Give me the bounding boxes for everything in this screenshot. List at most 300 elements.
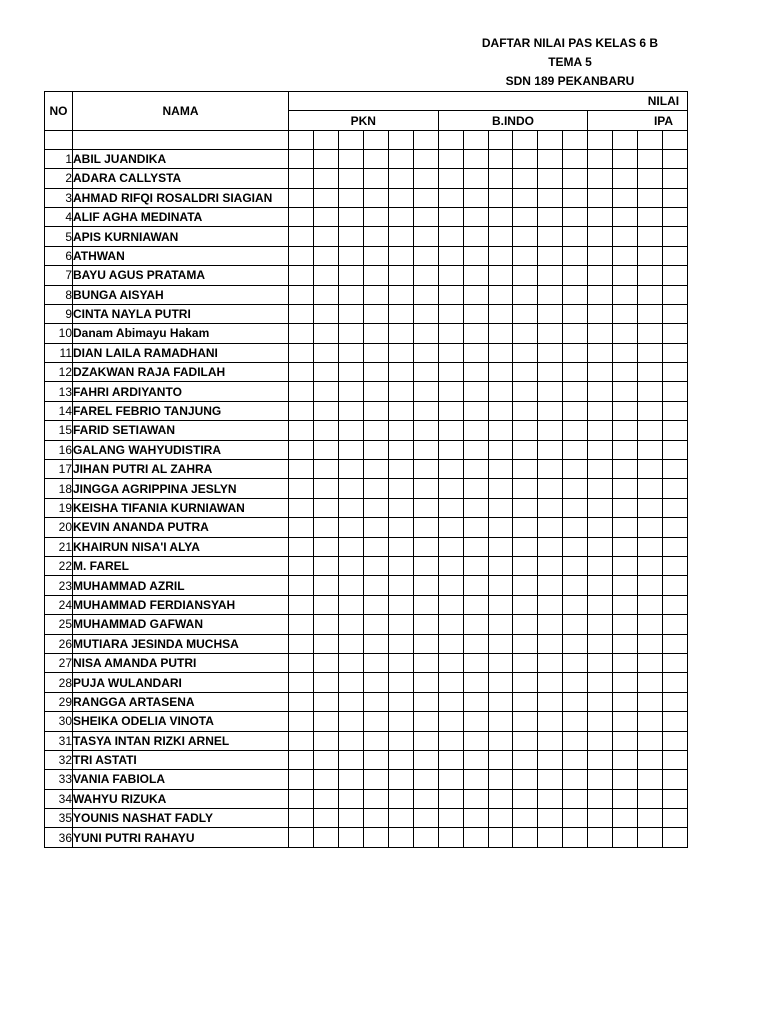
score-cell[interactable] <box>663 304 688 323</box>
score-cell[interactable] <box>613 188 638 207</box>
score-cell[interactable] <box>538 634 563 653</box>
score-cell[interactable] <box>438 169 463 188</box>
score-cell[interactable] <box>563 304 588 323</box>
score-cell[interactable] <box>338 498 363 517</box>
score-cell[interactable] <box>363 207 388 226</box>
score-cell[interactable] <box>363 324 388 343</box>
score-cell[interactable] <box>513 207 538 226</box>
score-cell[interactable] <box>638 363 663 382</box>
score-cell[interactable] <box>638 149 663 168</box>
score-cell[interactable] <box>538 692 563 711</box>
score-cell[interactable] <box>388 324 413 343</box>
score-cell[interactable] <box>488 634 513 653</box>
score-cell[interactable] <box>513 615 538 634</box>
score-cell[interactable] <box>363 440 388 459</box>
score-cell[interactable] <box>638 653 663 672</box>
score-cell[interactable] <box>388 750 413 769</box>
score-cell[interactable] <box>538 460 563 479</box>
score-cell[interactable] <box>463 576 488 595</box>
score-cell[interactable] <box>488 789 513 808</box>
score-cell[interactable] <box>588 460 613 479</box>
score-cell[interactable] <box>289 130 314 149</box>
score-cell[interactable] <box>563 324 588 343</box>
score-cell[interactable] <box>488 518 513 537</box>
score-cell[interactable] <box>638 576 663 595</box>
score-cell[interactable] <box>538 576 563 595</box>
score-cell[interactable] <box>538 285 563 304</box>
score-cell[interactable] <box>663 227 688 246</box>
score-cell[interactable] <box>463 518 488 537</box>
score-cell[interactable] <box>488 401 513 420</box>
score-cell[interactable] <box>513 285 538 304</box>
score-cell[interactable] <box>463 285 488 304</box>
score-cell[interactable] <box>338 149 363 168</box>
score-cell[interactable] <box>588 518 613 537</box>
score-cell[interactable] <box>563 188 588 207</box>
score-cell[interactable] <box>338 421 363 440</box>
score-cell[interactable] <box>663 634 688 653</box>
score-cell[interactable] <box>363 712 388 731</box>
score-cell[interactable] <box>338 479 363 498</box>
score-cell[interactable] <box>588 421 613 440</box>
score-cell[interactable] <box>313 770 338 789</box>
score-cell[interactable] <box>338 634 363 653</box>
score-cell[interactable] <box>289 809 314 828</box>
score-cell[interactable] <box>613 382 638 401</box>
score-cell[interactable] <box>663 673 688 692</box>
score-cell[interactable] <box>513 343 538 362</box>
score-cell[interactable] <box>363 266 388 285</box>
score-cell[interactable] <box>513 460 538 479</box>
score-cell[interactable] <box>588 343 613 362</box>
score-cell[interactable] <box>413 576 438 595</box>
score-cell[interactable] <box>538 673 563 692</box>
score-cell[interactable] <box>363 809 388 828</box>
score-cell[interactable] <box>338 207 363 226</box>
score-cell[interactable] <box>538 421 563 440</box>
score-cell[interactable] <box>663 382 688 401</box>
score-cell[interactable] <box>338 809 363 828</box>
score-cell[interactable] <box>663 246 688 265</box>
score-cell[interactable] <box>388 595 413 614</box>
score-cell[interactable] <box>388 556 413 575</box>
score-cell[interactable] <box>638 556 663 575</box>
score-cell[interactable] <box>388 712 413 731</box>
score-cell[interactable] <box>413 653 438 672</box>
score-cell[interactable] <box>338 130 363 149</box>
score-cell[interactable] <box>588 227 613 246</box>
score-cell[interactable] <box>338 576 363 595</box>
score-cell[interactable] <box>463 421 488 440</box>
score-cell[interactable] <box>313 304 338 323</box>
score-cell[interactable] <box>638 343 663 362</box>
score-cell[interactable] <box>463 595 488 614</box>
score-cell[interactable] <box>338 324 363 343</box>
score-cell[interactable] <box>313 750 338 769</box>
score-cell[interactable] <box>363 130 388 149</box>
score-cell[interactable] <box>638 634 663 653</box>
score-cell[interactable] <box>289 227 314 246</box>
score-cell[interactable] <box>588 479 613 498</box>
score-cell[interactable] <box>488 576 513 595</box>
score-cell[interactable] <box>388 304 413 323</box>
score-cell[interactable] <box>438 343 463 362</box>
score-cell[interactable] <box>563 770 588 789</box>
score-cell[interactable] <box>313 653 338 672</box>
score-cell[interactable] <box>638 750 663 769</box>
score-cell[interactable] <box>338 363 363 382</box>
score-cell[interactable] <box>438 130 463 149</box>
score-cell[interactable] <box>289 266 314 285</box>
score-cell[interactable] <box>313 556 338 575</box>
score-cell[interactable] <box>638 479 663 498</box>
score-cell[interactable] <box>338 692 363 711</box>
score-cell[interactable] <box>488 227 513 246</box>
score-cell[interactable] <box>613 363 638 382</box>
score-cell[interactable] <box>413 324 438 343</box>
score-cell[interactable] <box>413 692 438 711</box>
score-cell[interactable] <box>338 712 363 731</box>
score-cell[interactable] <box>413 770 438 789</box>
score-cell[interactable] <box>438 789 463 808</box>
score-cell[interactable] <box>413 304 438 323</box>
score-cell[interactable] <box>289 304 314 323</box>
score-cell[interactable] <box>289 556 314 575</box>
score-cell[interactable] <box>463 712 488 731</box>
score-cell[interactable] <box>488 460 513 479</box>
score-cell[interactable] <box>563 227 588 246</box>
score-cell[interactable] <box>438 634 463 653</box>
score-cell[interactable] <box>463 440 488 459</box>
score-cell[interactable] <box>588 363 613 382</box>
score-cell[interactable] <box>613 809 638 828</box>
score-cell[interactable] <box>438 421 463 440</box>
score-cell[interactable] <box>663 401 688 420</box>
score-cell[interactable] <box>338 266 363 285</box>
score-cell[interactable] <box>313 382 338 401</box>
score-cell[interactable] <box>438 576 463 595</box>
score-cell[interactable] <box>413 498 438 517</box>
score-cell[interactable] <box>663 770 688 789</box>
score-cell[interactable] <box>588 266 613 285</box>
score-cell[interactable] <box>289 712 314 731</box>
score-cell[interactable] <box>588 556 613 575</box>
score-cell[interactable] <box>338 770 363 789</box>
score-cell[interactable] <box>663 169 688 188</box>
score-cell[interactable] <box>563 246 588 265</box>
score-cell[interactable] <box>413 343 438 362</box>
score-cell[interactable] <box>538 363 563 382</box>
score-cell[interactable] <box>663 750 688 769</box>
score-cell[interactable] <box>413 518 438 537</box>
score-cell[interactable] <box>463 692 488 711</box>
score-cell[interactable] <box>613 130 638 149</box>
score-cell[interactable] <box>663 537 688 556</box>
score-cell[interactable] <box>538 556 563 575</box>
score-cell[interactable] <box>513 266 538 285</box>
score-cell[interactable] <box>438 828 463 847</box>
score-cell[interactable] <box>413 440 438 459</box>
score-cell[interactable] <box>438 770 463 789</box>
score-cell[interactable] <box>538 615 563 634</box>
score-cell[interactable] <box>613 479 638 498</box>
score-cell[interactable] <box>488 595 513 614</box>
score-cell[interactable] <box>538 130 563 149</box>
score-cell[interactable] <box>538 498 563 517</box>
score-cell[interactable] <box>438 556 463 575</box>
score-cell[interactable] <box>338 188 363 207</box>
score-cell[interactable] <box>388 401 413 420</box>
score-cell[interactable] <box>338 750 363 769</box>
score-cell[interactable] <box>413 207 438 226</box>
score-cell[interactable] <box>363 653 388 672</box>
score-cell[interactable] <box>413 615 438 634</box>
score-cell[interactable] <box>313 576 338 595</box>
score-cell[interactable] <box>413 479 438 498</box>
score-cell[interactable] <box>463 498 488 517</box>
score-cell[interactable] <box>313 266 338 285</box>
score-cell[interactable] <box>663 149 688 168</box>
score-cell[interactable] <box>438 363 463 382</box>
score-cell[interactable] <box>563 576 588 595</box>
score-cell[interactable] <box>638 304 663 323</box>
score-cell[interactable] <box>388 770 413 789</box>
score-cell[interactable] <box>463 343 488 362</box>
score-cell[interactable] <box>438 615 463 634</box>
score-cell[interactable] <box>613 518 638 537</box>
score-cell[interactable] <box>538 653 563 672</box>
score-cell[interactable] <box>563 595 588 614</box>
score-cell[interactable] <box>313 712 338 731</box>
score-cell[interactable] <box>388 188 413 207</box>
score-cell[interactable] <box>513 363 538 382</box>
score-cell[interactable] <box>538 712 563 731</box>
score-cell[interactable] <box>413 809 438 828</box>
score-cell[interactable] <box>538 828 563 847</box>
score-cell[interactable] <box>638 169 663 188</box>
score-cell[interactable] <box>463 789 488 808</box>
score-cell[interactable] <box>413 750 438 769</box>
score-cell[interactable] <box>638 595 663 614</box>
score-cell[interactable] <box>313 673 338 692</box>
score-cell[interactable] <box>438 653 463 672</box>
score-cell[interactable] <box>438 324 463 343</box>
score-cell[interactable] <box>638 789 663 808</box>
score-cell[interactable] <box>388 498 413 517</box>
score-cell[interactable] <box>613 673 638 692</box>
score-cell[interactable] <box>338 731 363 750</box>
score-cell[interactable] <box>588 692 613 711</box>
score-cell[interactable] <box>563 828 588 847</box>
score-cell[interactable] <box>588 750 613 769</box>
score-cell[interactable] <box>513 130 538 149</box>
score-cell[interactable] <box>363 149 388 168</box>
score-cell[interactable] <box>663 712 688 731</box>
score-cell[interactable] <box>663 460 688 479</box>
score-cell[interactable] <box>313 188 338 207</box>
score-cell[interactable] <box>613 712 638 731</box>
score-cell[interactable] <box>488 712 513 731</box>
score-cell[interactable] <box>463 828 488 847</box>
score-cell[interactable] <box>588 169 613 188</box>
score-cell[interactable] <box>289 401 314 420</box>
score-cell[interactable] <box>413 673 438 692</box>
score-cell[interactable] <box>363 692 388 711</box>
score-cell[interactable] <box>638 382 663 401</box>
score-cell[interactable] <box>513 653 538 672</box>
score-cell[interactable] <box>463 460 488 479</box>
score-cell[interactable] <box>438 207 463 226</box>
score-cell[interactable] <box>663 653 688 672</box>
score-cell[interactable] <box>289 285 314 304</box>
score-cell[interactable] <box>363 246 388 265</box>
score-cell[interactable] <box>463 207 488 226</box>
score-cell[interactable] <box>513 556 538 575</box>
score-cell[interactable] <box>488 750 513 769</box>
score-cell[interactable] <box>588 304 613 323</box>
score-cell[interactable] <box>513 227 538 246</box>
score-cell[interactable] <box>513 479 538 498</box>
score-cell[interactable] <box>538 188 563 207</box>
score-cell[interactable] <box>388 673 413 692</box>
score-cell[interactable] <box>463 382 488 401</box>
score-cell[interactable] <box>613 537 638 556</box>
score-cell[interactable] <box>663 692 688 711</box>
score-cell[interactable] <box>289 169 314 188</box>
score-cell[interactable] <box>388 537 413 556</box>
score-cell[interactable] <box>313 207 338 226</box>
score-cell[interactable] <box>289 421 314 440</box>
score-cell[interactable] <box>313 169 338 188</box>
score-cell[interactable] <box>563 401 588 420</box>
score-cell[interactable] <box>363 576 388 595</box>
score-cell[interactable] <box>613 634 638 653</box>
score-cell[interactable] <box>313 460 338 479</box>
score-cell[interactable] <box>289 576 314 595</box>
score-cell[interactable] <box>488 324 513 343</box>
score-cell[interactable] <box>663 789 688 808</box>
score-cell[interactable] <box>438 266 463 285</box>
score-cell[interactable] <box>438 712 463 731</box>
score-cell[interactable] <box>463 246 488 265</box>
score-cell[interactable] <box>363 401 388 420</box>
score-cell[interactable] <box>438 246 463 265</box>
score-cell[interactable] <box>563 518 588 537</box>
score-cell[interactable] <box>613 285 638 304</box>
score-cell[interactable] <box>488 537 513 556</box>
score-cell[interactable] <box>413 712 438 731</box>
score-cell[interactable] <box>563 692 588 711</box>
score-cell[interactable] <box>338 343 363 362</box>
score-cell[interactable] <box>289 653 314 672</box>
score-cell[interactable] <box>463 188 488 207</box>
score-cell[interactable] <box>588 498 613 517</box>
score-cell[interactable] <box>313 595 338 614</box>
score-cell[interactable] <box>563 363 588 382</box>
score-cell[interactable] <box>638 673 663 692</box>
score-cell[interactable] <box>363 304 388 323</box>
score-cell[interactable] <box>388 149 413 168</box>
score-cell[interactable] <box>563 207 588 226</box>
score-cell[interactable] <box>438 460 463 479</box>
score-cell[interactable] <box>613 460 638 479</box>
score-cell[interactable] <box>438 285 463 304</box>
score-cell[interactable] <box>563 285 588 304</box>
score-cell[interactable] <box>563 653 588 672</box>
score-cell[interactable] <box>338 382 363 401</box>
score-cell[interactable] <box>438 498 463 517</box>
score-cell[interactable] <box>338 789 363 808</box>
score-cell[interactable] <box>338 518 363 537</box>
score-cell[interactable] <box>313 692 338 711</box>
score-cell[interactable] <box>413 634 438 653</box>
score-cell[interactable] <box>313 634 338 653</box>
score-cell[interactable] <box>289 692 314 711</box>
score-cell[interactable] <box>613 828 638 847</box>
score-cell[interactable] <box>538 324 563 343</box>
score-cell[interactable] <box>388 731 413 750</box>
score-cell[interactable] <box>388 266 413 285</box>
score-cell[interactable] <box>588 653 613 672</box>
score-cell[interactable] <box>613 169 638 188</box>
score-cell[interactable] <box>563 556 588 575</box>
score-cell[interactable] <box>488 809 513 828</box>
score-cell[interactable] <box>663 809 688 828</box>
score-cell[interactable] <box>638 692 663 711</box>
score-cell[interactable] <box>588 712 613 731</box>
score-cell[interactable] <box>513 576 538 595</box>
score-cell[interactable] <box>513 188 538 207</box>
score-cell[interactable] <box>513 382 538 401</box>
score-cell[interactable] <box>488 130 513 149</box>
score-cell[interactable] <box>513 731 538 750</box>
score-cell[interactable] <box>388 382 413 401</box>
score-cell[interactable] <box>463 750 488 769</box>
score-cell[interactable] <box>613 149 638 168</box>
score-cell[interactable] <box>463 149 488 168</box>
score-cell[interactable] <box>338 227 363 246</box>
score-cell[interactable] <box>438 595 463 614</box>
score-cell[interactable] <box>638 460 663 479</box>
score-cell[interactable] <box>663 130 688 149</box>
score-cell[interactable] <box>363 285 388 304</box>
score-cell[interactable] <box>588 770 613 789</box>
score-cell[interactable] <box>563 382 588 401</box>
score-cell[interactable] <box>613 304 638 323</box>
score-cell[interactable] <box>588 731 613 750</box>
score-cell[interactable] <box>463 653 488 672</box>
score-cell[interactable] <box>363 556 388 575</box>
score-cell[interactable] <box>588 207 613 226</box>
score-cell[interactable] <box>313 518 338 537</box>
score-cell[interactable] <box>388 828 413 847</box>
score-cell[interactable] <box>538 266 563 285</box>
score-cell[interactable] <box>313 363 338 382</box>
score-cell[interactable] <box>513 498 538 517</box>
score-cell[interactable] <box>488 421 513 440</box>
score-cell[interactable] <box>388 130 413 149</box>
score-cell[interactable] <box>289 518 314 537</box>
score-cell[interactable] <box>663 595 688 614</box>
score-cell[interactable] <box>563 712 588 731</box>
score-cell[interactable] <box>513 595 538 614</box>
score-cell[interactable] <box>413 537 438 556</box>
score-cell[interactable] <box>588 246 613 265</box>
score-cell[interactable] <box>338 615 363 634</box>
score-cell[interactable] <box>289 246 314 265</box>
score-cell[interactable] <box>563 149 588 168</box>
score-cell[interactable] <box>513 421 538 440</box>
